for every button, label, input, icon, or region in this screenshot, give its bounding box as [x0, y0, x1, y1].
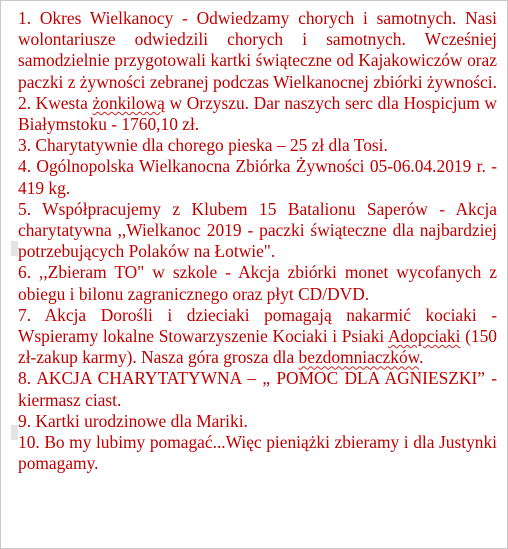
selection-marker [11, 241, 18, 256]
text-run: 6. ,,Zbieram TO" w szkole - Akcja zbiórki monet wycofanych z obiegu i bilonu zagranicznego oraz płyt CD/DVD. [18, 262, 497, 304]
list-item [18, 432, 497, 474]
text-run: 5. Współpracujemy z Klubem 15 Batalionu Saperów - Akcja charytatywna ,,Wielkanoc 2019 - paczki świąteczne dla najbardziej potrzebujących Polaków na Łotwie". [18, 198, 497, 262]
list-item [18, 368, 497, 410]
document-body[interactable] [18, 8, 497, 474]
list-item [18, 8, 497, 93]
text-run: 9. Kartki urodzinowe dla Mariki. [18, 410, 248, 431]
text-run: w Orzyszu. Dar naszych serc dla Hospicjum w Białymstoku - 1760,10 zł. [18, 92, 497, 135]
text-run: . [419, 347, 424, 368]
misspelled-word: Adopciaki [387, 326, 461, 347]
misspelled-word: bezdomniaczków [298, 347, 420, 368]
text-run: (150 zł-zakup karmy). Nasza góra grosza dla [18, 326, 497, 368]
list-item [18, 199, 497, 263]
text-run: 7. Akcja Dorośli i dzieciaki pomagają nakarmić kociaki - Wspieramy lokalne Stowarzyszenie Kociaki i Psiaki [18, 304, 497, 347]
list-item [18, 156, 497, 198]
list-item [18, 93, 497, 135]
list-item [18, 135, 497, 156]
misspelled-word: żonkilową [92, 92, 165, 113]
selection-marker [11, 425, 18, 440]
list-item [18, 305, 497, 369]
text-run: 1. Okres Wielkanocy - Odwiedzamy chorych i samotnych. Nasi wolontariusze odwiedzili chorych i samotnych. Wcześniej samodzielnie przygotowali kartki świąteczne od Kajakowiczów oraz paczki z żywności zebranej podczas Wielkanocnej zbiórki żywności. [18, 8, 497, 92]
text-run: 4. Ogólnopolska Wielkanocna Zbiórka Żywności 05-06.04.2019 r. - 419 kg. [18, 156, 497, 198]
text-run: 8. AKCJA CHARYTATYWNA – „ POMOC DLA AGNIESZKI” - kiermasz ciast. [18, 368, 497, 410]
text-run: 3. Charytatywnie dla chorego pieska – 25 zł dla Tosi. [18, 135, 388, 156]
text-run: 2. Kwesta [18, 92, 93, 113]
list-item [18, 262, 497, 304]
list-item [18, 411, 497, 432]
text-run: 10. Bo my lubimy pomagać...Więc pieniążki zbieramy i dla Justynki pomagamy. [18, 432, 497, 474]
